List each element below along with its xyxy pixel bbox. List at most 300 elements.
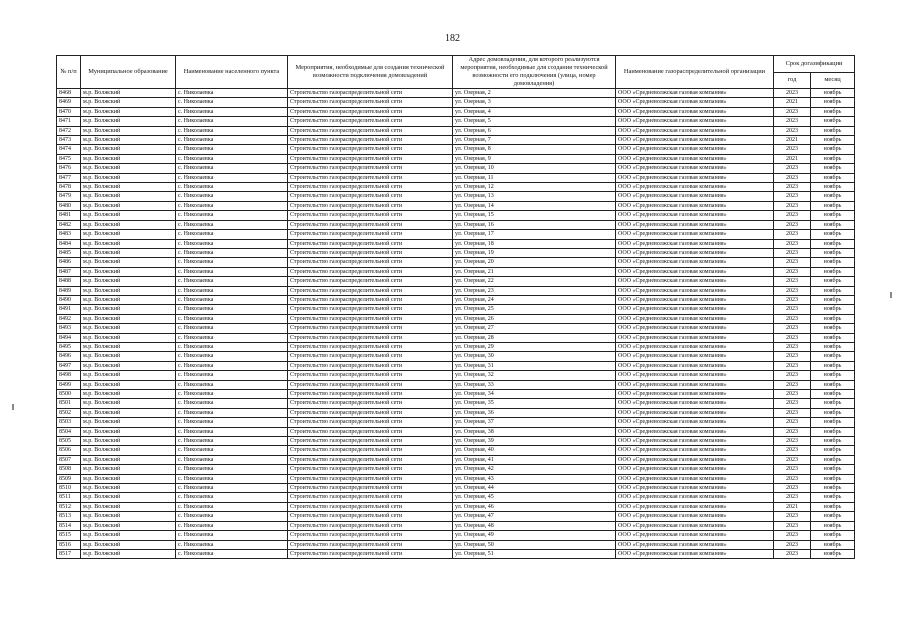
row-number: 8513 bbox=[57, 512, 81, 521]
table-row bbox=[57, 352, 855, 361]
row-number: 8517 bbox=[57, 549, 81, 558]
org-cell: ООО «Средневолжская газовая компания» bbox=[616, 173, 774, 182]
org-cell: ООО «Средневолжская газовая компания» bbox=[616, 418, 774, 427]
org-cell: ООО «Средневолжская газовая компания» bbox=[616, 89, 774, 98]
municipality-cell: м.р. Волжский bbox=[81, 390, 176, 399]
year-cell: 2023 bbox=[774, 145, 811, 154]
settlement-cell: с. Николаевка bbox=[176, 342, 288, 351]
col-header-settlement: Наименование населенного пункта bbox=[176, 56, 288, 89]
table-row bbox=[57, 540, 855, 549]
measure-cell: Строительство газораспределительной сети bbox=[288, 239, 453, 248]
row-number: 8504 bbox=[57, 427, 81, 436]
org-cell: ООО «Средневолжская газовая компания» bbox=[616, 136, 774, 145]
measure-cell: Строительство газораспределительной сети bbox=[288, 136, 453, 145]
row-number: 8473 bbox=[57, 136, 81, 145]
row-number: 8497 bbox=[57, 361, 81, 370]
org-cell: ООО «Средневолжская газовая компания» bbox=[616, 493, 774, 502]
month-cell: ноябрь bbox=[811, 305, 855, 314]
org-cell: ООО «Средневолжская газовая компания» bbox=[616, 380, 774, 389]
measure-cell: Строительство газораспределительной сети bbox=[288, 192, 453, 201]
row-number: 8511 bbox=[57, 493, 81, 502]
settlement-cell: с. Николаевка bbox=[176, 540, 288, 549]
address-cell: ул. Озерная, 10 bbox=[453, 164, 616, 173]
row-number: 8499 bbox=[57, 380, 81, 389]
org-cell: ООО «Средневолжская газовая компания» bbox=[616, 512, 774, 521]
scan-mark-right bbox=[890, 292, 892, 298]
address-cell: ул. Озерная, 8 bbox=[453, 145, 616, 154]
measure-cell: Строительство газораспределительной сети bbox=[288, 333, 453, 342]
month-cell: ноябрь bbox=[811, 531, 855, 540]
org-cell: ООО «Средневолжская газовая компания» bbox=[616, 361, 774, 370]
municipality-cell: м.р. Волжский bbox=[81, 173, 176, 182]
year-cell: 2023 bbox=[774, 201, 811, 210]
year-cell: 2023 bbox=[774, 493, 811, 502]
address-cell: ул. Озерная, 25 bbox=[453, 305, 616, 314]
municipality-cell: м.р. Волжский bbox=[81, 324, 176, 333]
year-cell: 2023 bbox=[774, 371, 811, 380]
measure-cell: Строительство газораспределительной сети bbox=[288, 437, 453, 446]
address-cell: ул. Озерная, 24 bbox=[453, 295, 616, 304]
municipality-cell: м.р. Волжский bbox=[81, 183, 176, 192]
row-number: 8508 bbox=[57, 465, 81, 474]
municipality-cell: м.р. Волжский bbox=[81, 361, 176, 370]
month-cell: ноябрь bbox=[811, 230, 855, 239]
municipality-cell: м.р. Волжский bbox=[81, 192, 176, 201]
row-number: 8481 bbox=[57, 211, 81, 220]
municipality-cell: м.р. Волжский bbox=[81, 164, 176, 173]
row-number: 8515 bbox=[57, 531, 81, 540]
measure-cell: Строительство газораспределительной сети bbox=[288, 267, 453, 276]
municipality-cell: м.р. Волжский bbox=[81, 89, 176, 98]
col-header-year: год bbox=[774, 72, 811, 89]
measure-cell: Строительство газораспределительной сети bbox=[288, 220, 453, 229]
month-cell: ноябрь bbox=[811, 455, 855, 464]
table-row bbox=[57, 437, 855, 446]
table-row bbox=[57, 107, 855, 116]
org-cell: ООО «Средневолжская газовая компания» bbox=[616, 286, 774, 295]
table-row bbox=[57, 258, 855, 267]
measure-cell: Строительство газораспределительной сети bbox=[288, 342, 453, 351]
month-cell: ноябрь bbox=[811, 239, 855, 248]
year-cell: 2023 bbox=[774, 549, 811, 558]
municipality-cell: м.р. Волжский bbox=[81, 98, 176, 107]
measure-cell: Строительство газораспределительной сети bbox=[288, 107, 453, 116]
address-cell: ул. Озерная, 20 bbox=[453, 258, 616, 267]
org-cell: ООО «Средневолжская газовая компания» bbox=[616, 324, 774, 333]
month-cell: ноябрь bbox=[811, 352, 855, 361]
table-row bbox=[57, 201, 855, 210]
measure-cell: Строительство газораспределительной сети bbox=[288, 380, 453, 389]
row-number: 8492 bbox=[57, 314, 81, 323]
table-row bbox=[57, 390, 855, 399]
municipality-cell: м.р. Волжский bbox=[81, 239, 176, 248]
year-cell: 2023 bbox=[774, 455, 811, 464]
row-number: 8468 bbox=[57, 89, 81, 98]
scan-mark-left bbox=[12, 404, 14, 410]
measure-cell: Строительство газораспределительной сети bbox=[288, 277, 453, 286]
measure-cell: Строительство газораспределительной сети bbox=[288, 390, 453, 399]
address-cell: ул. Озерная, 26 bbox=[453, 314, 616, 323]
settlement-cell: с. Николаевка bbox=[176, 89, 288, 98]
settlement-cell: с. Николаевка bbox=[176, 549, 288, 558]
row-number: 8505 bbox=[57, 437, 81, 446]
row-number: 8474 bbox=[57, 145, 81, 154]
settlement-cell: с. Николаевка bbox=[176, 352, 288, 361]
municipality-cell: м.р. Волжский bbox=[81, 540, 176, 549]
table-row bbox=[57, 314, 855, 323]
address-cell: ул. Озерная, 21 bbox=[453, 267, 616, 276]
year-cell: 2023 bbox=[774, 408, 811, 417]
settlement-cell: с. Николаевка bbox=[176, 145, 288, 154]
address-cell: ул. Озерная, 39 bbox=[453, 437, 616, 446]
year-cell: 2021 bbox=[774, 98, 811, 107]
month-cell: ноябрь bbox=[811, 484, 855, 493]
org-cell: ООО «Средневолжская газовая компания» bbox=[616, 484, 774, 493]
row-number: 8512 bbox=[57, 502, 81, 511]
row-number: 8490 bbox=[57, 295, 81, 304]
org-cell: ООО «Средневолжская газовая компания» bbox=[616, 258, 774, 267]
year-cell: 2023 bbox=[774, 521, 811, 530]
measure-cell: Строительство газораспределительной сети bbox=[288, 502, 453, 511]
org-cell: ООО «Средневолжская газовая компания» bbox=[616, 427, 774, 436]
municipality-cell: м.р. Волжский bbox=[81, 352, 176, 361]
month-cell: ноябрь bbox=[811, 493, 855, 502]
year-cell: 2023 bbox=[774, 361, 811, 370]
settlement-cell: с. Николаевка bbox=[176, 493, 288, 502]
table-row bbox=[57, 145, 855, 154]
measure-cell: Строительство газораспределительной сети bbox=[288, 399, 453, 408]
table-row bbox=[57, 324, 855, 333]
row-number: 8487 bbox=[57, 267, 81, 276]
measure-cell: Строительство газораспределительной сети bbox=[288, 230, 453, 239]
settlement-cell: с. Николаевка bbox=[176, 295, 288, 304]
address-cell: ул. Озерная, 33 bbox=[453, 380, 616, 389]
org-cell: ООО «Средневолжская газовая компания» bbox=[616, 408, 774, 417]
year-cell: 2023 bbox=[774, 126, 811, 135]
address-cell: ул. Озерная, 5 bbox=[453, 117, 616, 126]
org-cell: ООО «Средневолжская газовая компания» bbox=[616, 502, 774, 511]
measure-cell: Строительство газораспределительной сети bbox=[288, 305, 453, 314]
month-cell: ноябрь bbox=[811, 117, 855, 126]
col-header-month: месяц bbox=[811, 72, 855, 89]
measure-cell: Строительство газораспределительной сети bbox=[288, 164, 453, 173]
row-number: 8510 bbox=[57, 484, 81, 493]
measure-cell: Строительство газораспределительной сети bbox=[288, 540, 453, 549]
settlement-cell: с. Николаевка bbox=[176, 192, 288, 201]
year-cell: 2023 bbox=[774, 295, 811, 304]
table-row bbox=[57, 455, 855, 464]
row-number: 8507 bbox=[57, 455, 81, 464]
table-header-row bbox=[57, 56, 855, 73]
month-cell: ноябрь bbox=[811, 380, 855, 389]
org-cell: ООО «Средневолжская газовая компания» bbox=[616, 145, 774, 154]
org-cell: ООО «Средневолжская газовая компания» bbox=[616, 201, 774, 210]
measure-cell: Строительство газораспределительной сети bbox=[288, 371, 453, 380]
row-number: 8478 bbox=[57, 183, 81, 192]
col-header-municipality: Муниципальное образование bbox=[81, 56, 176, 89]
measure-cell: Строительство газораспределительной сети bbox=[288, 521, 453, 530]
measure-cell: Строительство газораспределительной сети bbox=[288, 531, 453, 540]
org-cell: ООО «Средневолжская газовая компания» bbox=[616, 540, 774, 549]
year-cell: 2023 bbox=[774, 380, 811, 389]
org-cell: ООО «Средневолжская газовая компания» bbox=[616, 342, 774, 351]
settlement-cell: с. Николаевка bbox=[176, 154, 288, 163]
table-row bbox=[57, 512, 855, 521]
address-cell: ул. Озерная, 38 bbox=[453, 427, 616, 436]
row-number: 8477 bbox=[57, 173, 81, 182]
year-cell: 2023 bbox=[774, 446, 811, 455]
month-cell: ноябрь bbox=[811, 427, 855, 436]
org-cell: ООО «Средневолжская газовая компания» bbox=[616, 333, 774, 342]
month-cell: ноябрь bbox=[811, 126, 855, 135]
org-cell: ООО «Средневолжская газовая компания» bbox=[616, 474, 774, 483]
row-number: 8491 bbox=[57, 305, 81, 314]
year-cell: 2023 bbox=[774, 230, 811, 239]
municipality-cell: м.р. Волжский bbox=[81, 277, 176, 286]
month-cell: ноябрь bbox=[811, 295, 855, 304]
org-cell: ООО «Средневолжская газовая компания» bbox=[616, 295, 774, 304]
table-row bbox=[57, 361, 855, 370]
settlement-cell: с. Николаевка bbox=[176, 314, 288, 323]
table-row bbox=[57, 89, 855, 98]
table-row bbox=[57, 267, 855, 276]
row-number: 8496 bbox=[57, 352, 81, 361]
measure-cell: Строительство газораспределительной сети bbox=[288, 314, 453, 323]
settlement-cell: с. Николаевка bbox=[176, 390, 288, 399]
year-cell: 2023 bbox=[774, 173, 811, 182]
month-cell: ноябрь bbox=[811, 371, 855, 380]
year-cell: 2023 bbox=[774, 484, 811, 493]
table-row bbox=[57, 126, 855, 135]
settlement-cell: с. Николаевка bbox=[176, 437, 288, 446]
settlement-cell: с. Николаевка bbox=[176, 484, 288, 493]
month-cell: ноябрь bbox=[811, 512, 855, 521]
org-cell: ООО «Средневолжская газовая компания» bbox=[616, 455, 774, 464]
table-row bbox=[57, 484, 855, 493]
year-cell: 2023 bbox=[774, 314, 811, 323]
table-row bbox=[57, 277, 855, 286]
settlement-cell: с. Николаевка bbox=[176, 371, 288, 380]
year-cell: 2023 bbox=[774, 192, 811, 201]
year-cell: 2023 bbox=[774, 89, 811, 98]
org-cell: ООО «Средневолжская газовая компания» bbox=[616, 465, 774, 474]
measure-cell: Строительство газораспределительной сети bbox=[288, 145, 453, 154]
table-row bbox=[57, 418, 855, 427]
address-cell: ул. Озерная, 36 bbox=[453, 408, 616, 417]
org-cell: ООО «Средневолжская газовая компания» bbox=[616, 314, 774, 323]
row-number: 8493 bbox=[57, 324, 81, 333]
settlement-cell: с. Николаевка bbox=[176, 531, 288, 540]
municipality-cell: м.р. Волжский bbox=[81, 549, 176, 558]
municipality-cell: м.р. Волжский bbox=[81, 333, 176, 342]
year-cell: 2023 bbox=[774, 390, 811, 399]
municipality-cell: м.р. Волжский bbox=[81, 342, 176, 351]
municipality-cell: м.р. Волжский bbox=[81, 399, 176, 408]
settlement-cell: с. Николаевка bbox=[176, 380, 288, 389]
row-number: 8471 bbox=[57, 117, 81, 126]
row-number: 8475 bbox=[57, 154, 81, 163]
org-cell: ООО «Средневолжская газовая компания» bbox=[616, 183, 774, 192]
municipality-cell: м.р. Волжский bbox=[81, 465, 176, 474]
org-cell: ООО «Средневолжская газовая компания» bbox=[616, 98, 774, 107]
org-cell: ООО «Средневолжская газовая компания» bbox=[616, 549, 774, 558]
settlement-cell: с. Николаевка bbox=[176, 136, 288, 145]
row-number: 8509 bbox=[57, 474, 81, 483]
month-cell: ноябрь bbox=[811, 136, 855, 145]
address-cell: ул. Озерная, 9 bbox=[453, 154, 616, 163]
municipality-cell: м.р. Волжский bbox=[81, 371, 176, 380]
address-cell: ул. Озерная, 11 bbox=[453, 173, 616, 182]
month-cell: ноябрь bbox=[811, 324, 855, 333]
municipality-cell: м.р. Волжский bbox=[81, 437, 176, 446]
org-cell: ООО «Средневолжская газовая компания» bbox=[616, 352, 774, 361]
municipality-cell: м.р. Волжский bbox=[81, 201, 176, 210]
settlement-cell: с. Николаевка bbox=[176, 474, 288, 483]
col-header-org: Наименование газораспределительной организации bbox=[616, 56, 774, 89]
row-number: 8479 bbox=[57, 192, 81, 201]
year-cell: 2023 bbox=[774, 164, 811, 173]
table-row bbox=[57, 474, 855, 483]
row-number: 8506 bbox=[57, 446, 81, 455]
org-cell: ООО «Средневолжская газовая компания» bbox=[616, 239, 774, 248]
row-number: 8498 bbox=[57, 371, 81, 380]
year-cell: 2023 bbox=[774, 399, 811, 408]
row-number: 8486 bbox=[57, 258, 81, 267]
municipality-cell: м.р. Волжский bbox=[81, 117, 176, 126]
municipality-cell: м.р. Волжский bbox=[81, 230, 176, 239]
org-cell: ООО «Средневолжская газовая компания» bbox=[616, 192, 774, 201]
settlement-cell: с. Николаевка bbox=[176, 324, 288, 333]
municipality-cell: м.р. Волжский bbox=[81, 145, 176, 154]
table-row bbox=[57, 211, 855, 220]
year-cell: 2023 bbox=[774, 465, 811, 474]
address-cell: ул. Озерная, 49 bbox=[453, 531, 616, 540]
month-cell: ноябрь bbox=[811, 258, 855, 267]
address-cell: ул. Озерная, 3 bbox=[453, 98, 616, 107]
settlement-cell: с. Николаевка bbox=[176, 267, 288, 276]
table-row bbox=[57, 465, 855, 474]
table-row bbox=[57, 493, 855, 502]
measure-cell: Строительство газораспределительной сети bbox=[288, 465, 453, 474]
municipality-cell: м.р. Волжский bbox=[81, 474, 176, 483]
measure-cell: Строительство газораспределительной сети bbox=[288, 154, 453, 163]
address-cell: ул. Озерная, 35 bbox=[453, 399, 616, 408]
year-cell: 2023 bbox=[774, 437, 811, 446]
org-cell: ООО «Средневолжская газовая компания» bbox=[616, 531, 774, 540]
address-cell: ул. Озерная, 41 bbox=[453, 455, 616, 464]
table-row bbox=[57, 371, 855, 380]
measure-cell: Строительство газораспределительной сети bbox=[288, 211, 453, 220]
measure-cell: Строительство газораспределительной сети bbox=[288, 455, 453, 464]
table-row bbox=[57, 380, 855, 389]
org-cell: ООО «Средневолжская газовая компания» bbox=[616, 521, 774, 530]
municipality-cell: м.р. Волжский bbox=[81, 248, 176, 257]
org-cell: ООО «Средневолжская газовая компания» bbox=[616, 390, 774, 399]
org-cell: ООО «Средневолжская газовая компания» bbox=[616, 220, 774, 229]
year-cell: 2023 bbox=[774, 248, 811, 257]
table-row bbox=[57, 230, 855, 239]
org-cell: ООО «Средневолжская газовая компания» bbox=[616, 211, 774, 220]
municipality-cell: м.р. Волжский bbox=[81, 286, 176, 295]
table-row bbox=[57, 333, 855, 342]
measure-cell: Строительство газораспределительной сети bbox=[288, 484, 453, 493]
org-cell: ООО «Средневолжская газовая компания» bbox=[616, 126, 774, 135]
settlement-cell: с. Николаевка bbox=[176, 333, 288, 342]
measure-cell: Строительство газораспределительной сети bbox=[288, 258, 453, 267]
settlement-cell: с. Николаевка bbox=[176, 211, 288, 220]
row-number: 8489 bbox=[57, 286, 81, 295]
org-cell: ООО «Средневолжская газовая компания» bbox=[616, 399, 774, 408]
month-cell: ноябрь bbox=[811, 89, 855, 98]
year-cell: 2023 bbox=[774, 305, 811, 314]
month-cell: ноябрь bbox=[811, 267, 855, 276]
address-cell: ул. Озерная, 30 bbox=[453, 352, 616, 361]
row-number: 8472 bbox=[57, 126, 81, 135]
settlement-cell: с. Николаевка bbox=[176, 248, 288, 257]
month-cell: ноябрь bbox=[811, 446, 855, 455]
measure-cell: Строительство газораспределительной сети bbox=[288, 408, 453, 417]
municipality-cell: м.р. Волжский bbox=[81, 258, 176, 267]
year-cell: 2023 bbox=[774, 352, 811, 361]
row-number: 8495 bbox=[57, 342, 81, 351]
table-row bbox=[57, 173, 855, 182]
row-number: 8516 bbox=[57, 540, 81, 549]
org-cell: ООО «Средневолжская газовая компания» bbox=[616, 230, 774, 239]
measure-cell: Строительство газораспределительной сети bbox=[288, 446, 453, 455]
row-number: 8483 bbox=[57, 230, 81, 239]
month-cell: ноябрь bbox=[811, 540, 855, 549]
settlement-cell: с. Николаевка bbox=[176, 399, 288, 408]
address-cell: ул. Озерная, 45 bbox=[453, 493, 616, 502]
year-cell: 2023 bbox=[774, 107, 811, 116]
address-cell: ул. Озерная, 14 bbox=[453, 201, 616, 210]
table-row bbox=[57, 286, 855, 295]
year-cell: 2023 bbox=[774, 258, 811, 267]
row-number: 8482 bbox=[57, 220, 81, 229]
month-cell: ноябрь bbox=[811, 390, 855, 399]
table-row bbox=[57, 295, 855, 304]
gasification-register-table bbox=[56, 55, 855, 559]
org-cell: ООО «Средневолжская газовая компания» bbox=[616, 371, 774, 380]
settlement-cell: с. Николаевка bbox=[176, 220, 288, 229]
settlement-cell: с. Николаевка bbox=[176, 258, 288, 267]
table-row bbox=[57, 408, 855, 417]
municipality-cell: м.р. Волжский bbox=[81, 493, 176, 502]
address-cell: ул. Озерная, 47 bbox=[453, 512, 616, 521]
org-cell: ООО «Средневолжская газовая компания» bbox=[616, 446, 774, 455]
table-row bbox=[57, 248, 855, 257]
address-cell: ул. Озерная, 43 bbox=[453, 474, 616, 483]
address-cell: ул. Озерная, 46 bbox=[453, 502, 616, 511]
month-cell: ноябрь bbox=[811, 502, 855, 511]
year-cell: 2023 bbox=[774, 540, 811, 549]
measure-cell: Строительство газораспределительной сети bbox=[288, 286, 453, 295]
month-cell: ноябрь bbox=[811, 286, 855, 295]
municipality-cell: м.р. Волжский bbox=[81, 136, 176, 145]
settlement-cell: с. Николаевка bbox=[176, 305, 288, 314]
year-cell: 2023 bbox=[774, 183, 811, 192]
table-row bbox=[57, 521, 855, 530]
row-number: 8476 bbox=[57, 164, 81, 173]
year-cell: 2023 bbox=[774, 342, 811, 351]
municipality-cell: м.р. Волжский bbox=[81, 455, 176, 464]
measure-cell: Строительство газораспределительной сети bbox=[288, 549, 453, 558]
municipality-cell: м.р. Волжский bbox=[81, 154, 176, 163]
year-cell: 2021 bbox=[774, 502, 811, 511]
settlement-cell: с. Николаевка bbox=[176, 361, 288, 370]
municipality-cell: м.р. Волжский bbox=[81, 531, 176, 540]
measure-cell: Строительство газораспределительной сети bbox=[288, 352, 453, 361]
